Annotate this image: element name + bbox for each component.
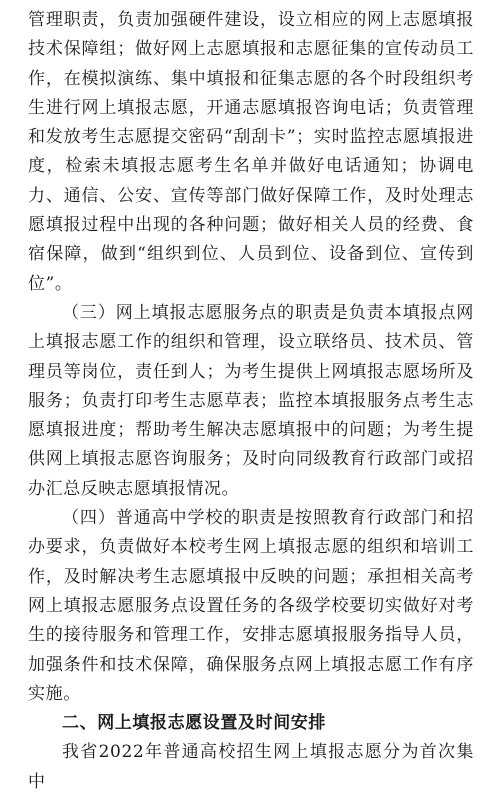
paragraph-management-duties: 管理职责，负责加强硬件建设，设立相应的网上志愿填报技术保障组；做好网上志愿填报和志愿征集的宣传动员工作，在模拟演练、集中填报和征集志愿的各个时段组织考生进行网上填报志愿，开通志愿填报咨询电话；负责管理和发放考生志愿提交密码“刮刮卡”；实时监控志愿填报进度，检索未填报志愿考生名单并做好电话通知；协调电力、通信、公安、宣传等部门做好保障工作，及时处理志愿填报过程中出现的各种问题；做好相关人员的经费、食宿保障，做到“组织到位、人员到位、设备到位、宣传到位”。: [28, 10, 474, 294]
paragraph-schedule-intro: 我省2022年普通高校招生网上填报志愿分为首次集中: [28, 742, 474, 792]
paragraph-high-school-duties: （四）普通高中学校的职责是按照教育行政部门和招办要求，负责做好本校考生网上填报志愿的组织和培训工作，及时解决考生志愿填报中反映的问题；承担相关高考网上填报志愿服务点设置任务的各级学校要切实做好对考生的接待服务和管理工作，安排志愿填报服务指导人员，加强条件和技术保障，确保服务点网上填报志愿工作有序实施。: [28, 508, 474, 704]
paragraph-service-point-duties: （三）网上填报志愿服务点的职责是负责本填报点网上填报志愿工作的组织和管理，设立联络员、技术员、管理员等岗位，责任到人；为考生提供上网填报志愿场所及服务；负责打印考生志愿草表；监控本填报服务点考生志愿填报进度；帮助考生解决志愿填报中的问题；为考生提供网上填报志愿咨询服务；及时向同级教育行政部门或招办汇总反映志愿填报情况。: [28, 302, 474, 499]
section-heading: 二、网上填报志愿设置及时间安排: [62, 713, 326, 734]
